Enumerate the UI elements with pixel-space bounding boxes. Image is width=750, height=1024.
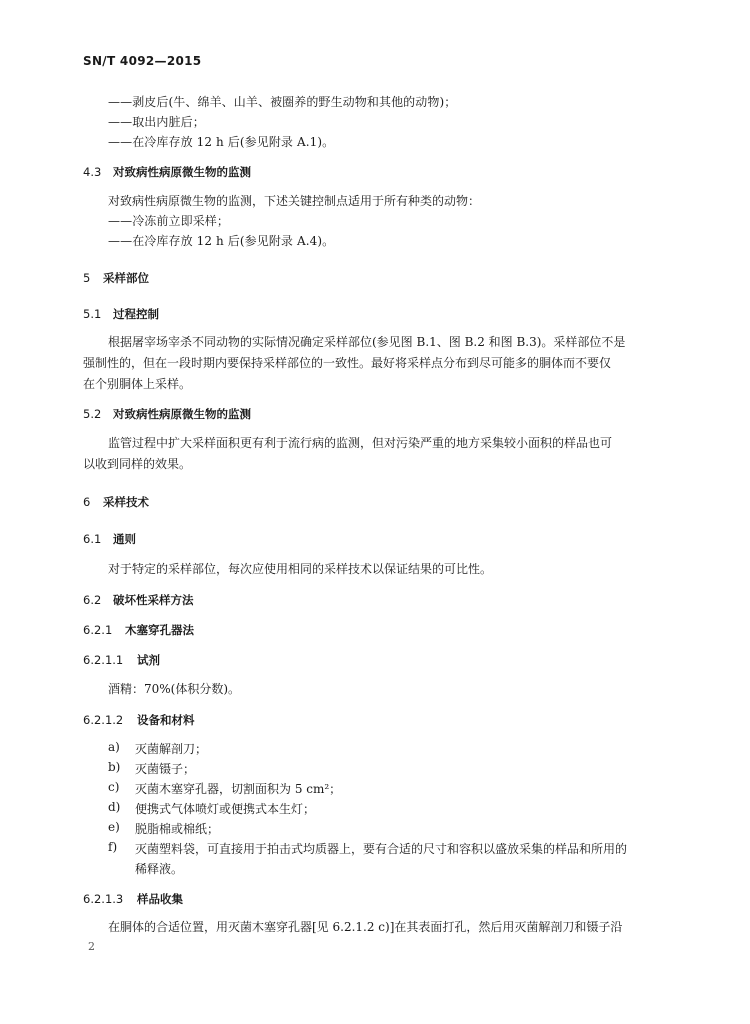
section-title: 试剂 [137,653,160,667]
section-title: 采样部位 [103,271,149,285]
section-heading-6-2-1-3 [83,891,183,907]
list-text: 灭菌解剖刀； [135,742,208,756]
section-number: 5 [83,271,91,285]
section-title: 对致病性病原微生物的监测 [113,165,251,179]
section-title: 样品收集 [137,892,183,906]
section-title: 设备和材料 [137,713,195,727]
section-title: 采样技术 [103,495,149,509]
list-item [108,800,315,817]
list-label: a) [108,740,120,754]
paragraph-line: 根据屠宰场宰杀不同动物的实际情况确定采样部位(参见图 B.1、图 B.2 和图 B.3)。采样部位不是 [108,335,626,349]
section-heading-5-2 [83,406,251,422]
list-text: 灭菌镊子； [135,762,196,776]
section-number: 4.3 [83,165,102,179]
list-item [108,740,207,757]
paragraph: 酒精：70%(体积分数)。 [108,682,241,696]
section-number: 5.2 [83,407,102,421]
list-item-continuation: 稀释液。 [135,862,184,876]
section-heading-5-1 [83,306,159,322]
list-label: c) [108,780,120,794]
list-item: ——在冷库存放 12 h 后(参见附录 A.4)。 [108,234,335,248]
section-heading-6-2-1-2 [83,712,195,728]
list-item [108,760,195,777]
paragraph-line: 以收到同样的效果。 [83,457,192,471]
section-number: 6.2.1.1 [83,653,124,667]
section-heading-4-3 [83,164,251,180]
paragraph: 对于特定的采样部位，每次应使用相同的采样技术以保证结果的可比性。 [108,562,493,576]
list-item [108,820,219,837]
section-number: 6.1 [83,532,102,546]
section-heading-5 [83,270,149,286]
paragraph: 对致病性病原微生物的监测，下述关键控制点适用于所有种类的动物： [108,194,481,208]
section-heading-6-1 [83,531,136,547]
list-label: f) [108,840,118,854]
section-heading-6-2 [83,592,194,608]
page-number: 2 [88,940,95,953]
section-heading-6-2-1 [83,622,194,638]
paragraph: 在胴体的合适位置，用灭菌木塞穿孔器[见 6.2.1.2 c)]在其表面打孔，然后用灭菌解剖刀和镊子沿 [108,920,623,934]
list-text: 灭菌塑料袋，可直接用于拍击式均质器上，要有合适的尺寸和容积以盛放采集的样品和所用的 [135,842,628,856]
section-title: 破坏性采样方法 [113,593,194,607]
section-title: 通则 [113,532,136,546]
section-heading-6-2-1-1 [83,652,160,668]
list-item: ——取出内脏后； [108,115,205,129]
standard-id-header: SN/T 4092—2015 [83,54,202,68]
section-number: 6.2.1 [83,623,113,637]
paragraph-line: 监管过程中扩大采样面积更有利于流行病的监测，但对污染严重的地方采集较小面积的样品也可 [108,436,613,450]
list-text: 灭菌木塞穿孔器，切割面积为 5 cm²； [135,782,342,796]
section-title: 过程控制 [113,307,159,321]
list-label: d) [108,800,121,814]
section-number: 6.2 [83,593,102,607]
list-item: ——冷冻前立即采样； [108,214,230,228]
list-item [108,780,341,797]
section-heading-6 [83,494,149,510]
list-item: ——在冷库存放 12 h 后(参见附录 A.1)。 [108,135,335,149]
paragraph-line: 在个别胴体上采样。 [83,377,192,391]
section-number: 6.2.1.2 [83,713,124,727]
list-label: b) [108,760,121,774]
list-text: 脱脂棉或棉纸； [135,822,220,836]
list-item: ——剥皮后(牛、绵羊、山羊、被圈养的野生动物和其他的动物)； [108,95,457,109]
list-label: e) [108,820,120,834]
list-item [108,840,627,857]
section-number: 6 [83,495,91,509]
list-text: 便携式气体喷灯或便携式本生灯； [135,802,316,816]
section-number: 5.1 [83,307,102,321]
paragraph-line: 强制性的，但在一段时期内要保持采样部位的一致性。最好将采样点分布到尽可能多的胴体而不要仅 [83,356,612,370]
section-title: 对致病性病原微生物的监测 [113,407,251,421]
section-title: 木塞穿孔器法 [125,623,194,637]
section-number: 6.2.1.3 [83,892,124,906]
